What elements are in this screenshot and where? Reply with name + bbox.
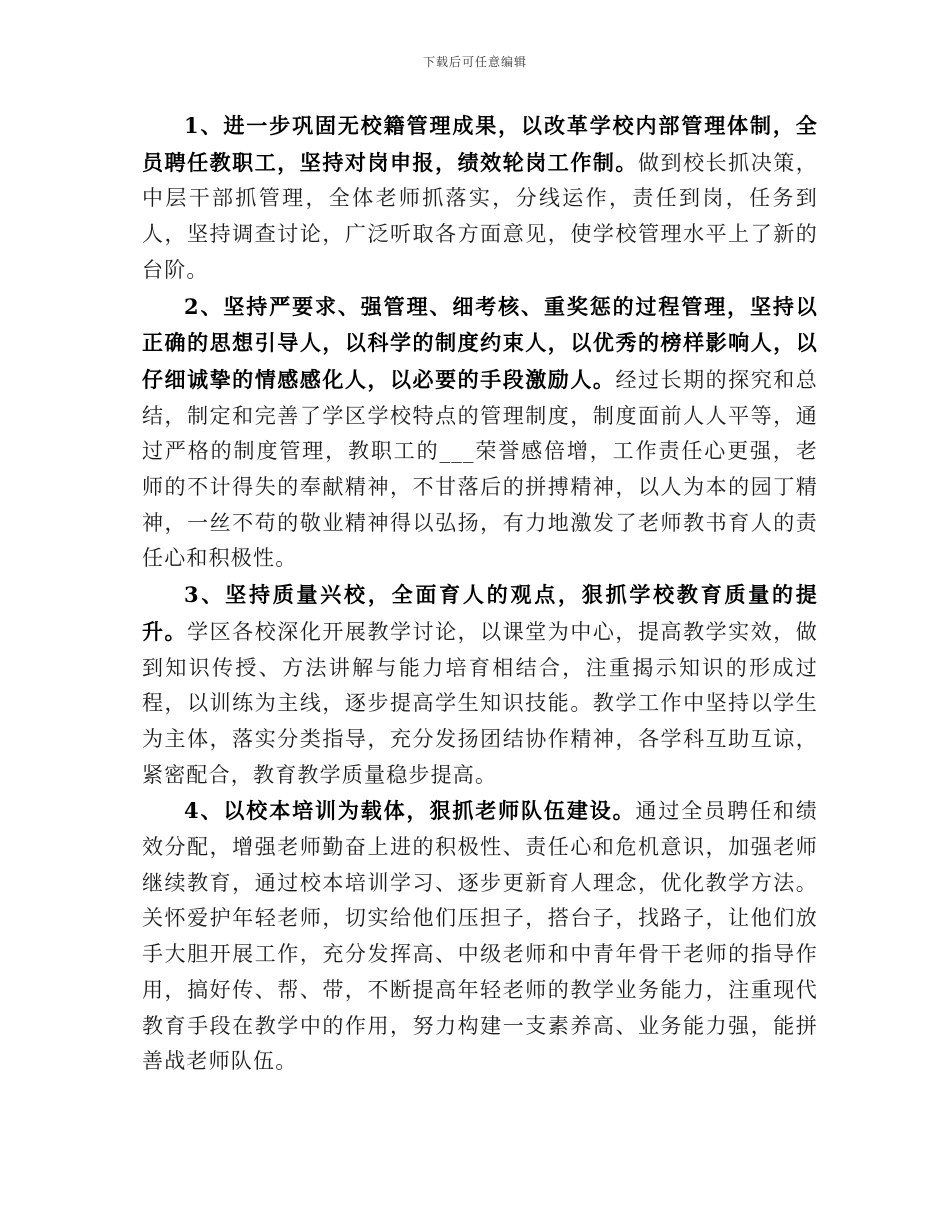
document-body: [142, 108, 818, 1080]
paragraph-2: [142, 289, 818, 578]
paragraph-4-body: 通过全员聘任和绩效分配，增强老师勤奋上进的积极性、责任心和危机意识，加强老师继续教育，通过校本培训学习、逐步更新育人理念，优化教学方法。关怀爱护年轻老师，切实给他们压担子，搭台子，找路子，让他们放手大胆开展工作，充分发挥高、中级老师和中青年骨干老师的指导作用，搞好传、帮、带，不断提高年轻老师的教学业务能力，注重现代教育手段在教学中的作用，努力构建一支素养高、业务能力强，能拼善战老师队伍。: [142, 799, 818, 1074]
paragraph-4-lead: 4、以校本培训为载体，狠抓老师队伍建设。: [184, 798, 636, 824]
page-header: 下载后可任意编辑: [422, 55, 527, 69]
paragraph-2-lead: 2、坚持严要求、强管理、细考核、重奖惩的过程管理，坚持以正确的思想引导人，以科学的制度约束人，以优秀的榜样影响人，以仔细诚挚的情感感化人，以必要的手段激励人。: [142, 293, 818, 392]
paragraph-3: [142, 577, 818, 793]
paragraph-1: [142, 108, 818, 289]
paragraph-1-body: 做到校长抓决策，中层干部抓管理，全体老师抓落实，分线运作，责任到岗，任务到人，坚持调查讨论，广泛听取各方面意见，使学校管理水平上了新的台阶。: [142, 150, 818, 282]
paragraph-1-lead: 1、进一步巩固无校籍管理成果，以改革学校内部管理体制，全员聘任教职工，坚持对岗申报，绩效轮岗工作制。: [142, 113, 818, 175]
paragraph-3-lead: 3、坚持质量兴校，全面育人的观点，狠抓学校教育质量的提升。: [142, 582, 818, 644]
paragraph-4: [142, 793, 818, 1080]
paragraph-3-body: 学区各校深化开展教学讨论，以课堂为中心，提高教学实效，做到知识传授、方法讲解与能力培育相结合，注重揭示知识的形成过程，以训练为主线，逐步提高学生知识技能。教学工作中坚持以学生为主体，落实分类指导，充分发扬团结协作精神，各学科互助互谅，紧密配合，教育教学质量稳步提高。: [142, 619, 818, 787]
paragraph-2-body: 经过长期的探究和总结，制定和完善了学区学校特点的管理制度，制度面前人人平等，通过严格的制度管理，教职工的___荣誉感倍增，工作责任心更强，老师的不计得失的奉献精神，不甘落后的拼搏精神，以人为本的园丁精神，一丝不苟的敬业精神得以弘扬，有力地激发了老师教书育人的责任心和积极性。: [142, 367, 818, 571]
